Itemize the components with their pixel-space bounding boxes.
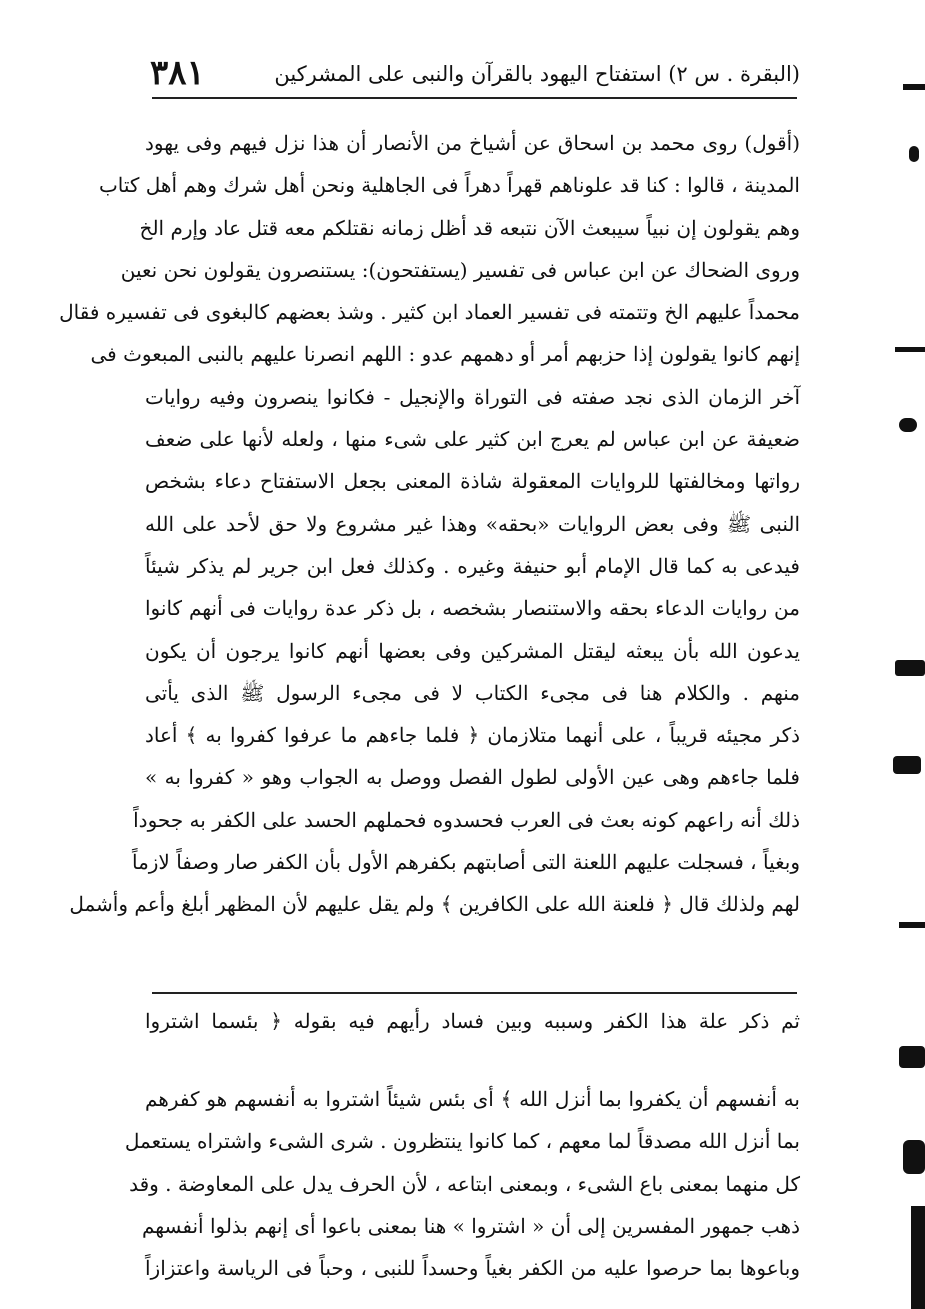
text-line: النبى ﷺ وفى بعض الروايات «بحقه» وهذا غير مشروع ولا حق لأحد على الله — [145, 511, 800, 536]
text-line: وهم يقولون إن نبياً سيبعث الآن نتبعه قد أظل زمانه نقتلكم معه قتل عاد وإرم الخ — [139, 215, 800, 240]
text-line: آخر الزمان الذى نجد صفته فى التوراة والإنجيل - فكانوا ينصرون وفيه روايات — [145, 384, 800, 409]
text-line: ذهب جمهور المفسرين إلى أن « اشتروا » هنا بمعنى باعوا أى إنهم بذلوا أنفسهم — [141, 1213, 800, 1238]
scan-mark — [909, 146, 919, 162]
text-line: المدينة ، قالوا : كنا قد علوناهم قهراً دهراً فى الجاهلية ونحن أهل شرك وهم أهل كتاب — [98, 173, 800, 198]
scan-edge-marks — [885, 0, 925, 1309]
text-line: (أقول) روى محمد بن اسحاق عن أشياخ من الأنصار أن هذا نزل فيهم وفى يهود — [145, 131, 800, 155]
text-line: وبغياً ، فسجلت عليهم اللعنة التى أصابتهم بكفرهم الأول بأن الكفر صار وصفاً لازماً — [131, 850, 800, 875]
text-line: لهم ولذلك قال ﴿ فلعنة الله على الكافرين ﴾ ولم يقل عليهم لأن المظهر أبلغ وأعم وأشمل — [69, 892, 800, 917]
text-line: إنهم كانوا يقولون إذا حزبهم أمر أو دهمهم عدو : اللهم انصرنا عليهم بالنبى المبعوث فى — [90, 342, 800, 367]
page-header — [150, 48, 800, 98]
commentary-paragraph — [59, 122, 800, 926]
scan-mark — [911, 1206, 925, 1309]
text-line: من روايات الدعاء بحقه والاستنصار بشخصه ، بل ذكر عدة روايات فى أنهم كانوا — [145, 596, 800, 621]
scan-mark — [899, 418, 917, 432]
running-head: (البقرة . س ٢) استفتاح اليهود بالقرآن والنبى على المشركين — [274, 62, 800, 86]
section-rule — [152, 992, 797, 994]
text-line: منهم . والكلام هنا فى مجىء الكتاب لا فى مجىء الرسول ﷺ الذى يأتى — [145, 680, 800, 705]
text-line: يدعون الله بأن يبعثه ليقتل المشركين وفى بعضها أنهم كانوا يرجون أن يكون — [145, 638, 800, 663]
text-line: وروى الضحاك عن ابن عباس فى تفسير (يستفتحون): يستنصرون يقولون نحن نعين — [120, 257, 800, 282]
scan-mark — [899, 1046, 925, 1068]
text-line: فيدعى به كما قال الإمام أبو حنيفة وغيره . وكذلك فعل ابن جرير لم يذكر شيئاً — [145, 553, 800, 578]
text-line: ذكر مجيئه قريباً ، على أنهما متلازمان ﴿ فلما جاءهم ما عرفوا كفروا به ﴾ أعاد — [145, 723, 800, 748]
text-line: ذلك أنه راعهم كونه بعث فى العرب فحسدوه فحملهم الحسد على الكفر به جحوداً — [133, 807, 800, 832]
text-line: ضعيفة عن ابن عباس لم يعرج ابن كثير على شىء منها ، ولعله لأنها على ضعف — [145, 427, 800, 452]
scan-mark — [899, 922, 925, 928]
scan-mark — [903, 1140, 925, 1174]
text-line: به أنفسهم أن يكفروا بما أنزل الله ﴾ أى بئس شيئاً اشتروا به أنفسهم هو كفرهم — [145, 1087, 800, 1111]
scan-mark — [895, 660, 925, 676]
text-line: محمداً عليهم الخ وتتمته فى تفسير العماد ابن كثير . وشذ بعضهم كالبغوى فى تفسيره فقال — [59, 300, 800, 325]
text-line: رواتها ومخالفتها للروايات المعقولة شاذة المعنى بجعل الاستفتاح دعاء بشخص — [145, 469, 800, 494]
scan-mark — [903, 84, 925, 90]
header-rule — [152, 97, 797, 99]
verse-intro-line: ثم ذكر علة هذا الكفر وسببه وبين فساد رأيهم فيه بقوله ﴿ بئسما اشتروا — [145, 1009, 800, 1033]
text-line: وباعوها بما حرصوا عليه من الكفر بغياً وحسداً للنبى ، وحباً فى الرياسة واعتزازاً — [145, 1256, 800, 1281]
explanation-paragraph — [124, 1078, 800, 1289]
page-number: ٣٨١ — [150, 53, 205, 93]
text-line: فلما جاءهم وهى عين الأولى لطول الفصل ووصل به الجواب وهو « كفروا به » — [145, 765, 800, 790]
text-line: كل منهما بمعنى باع الشىء ، وبمعنى ابتاعه ، لأن الحرف يدل على المعاوضة . وقد — [129, 1171, 800, 1196]
text-line: بما أنزل الله مصدقاً لما معهم ، كما كانوا ينتظرون . شرى الشىء واشتراه يستعمل — [124, 1129, 800, 1154]
scan-mark — [895, 347, 925, 352]
scan-mark — [893, 756, 921, 774]
